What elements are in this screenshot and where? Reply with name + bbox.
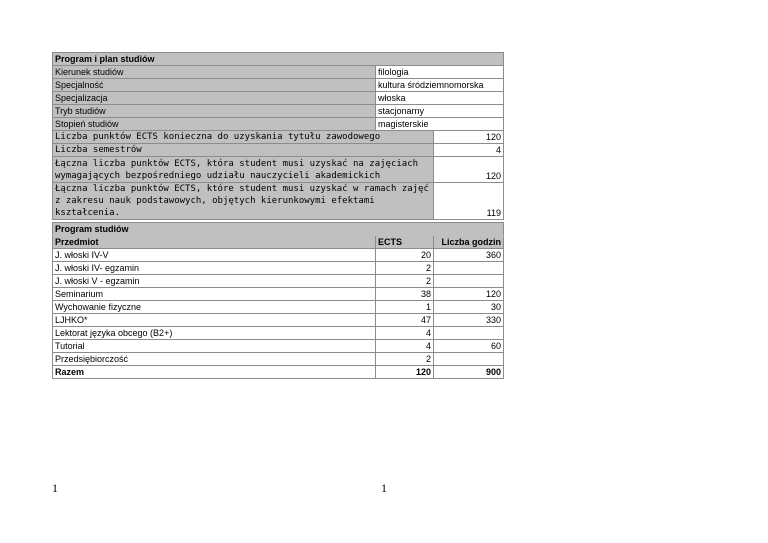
hours-column-header: Liczba godzin (434, 236, 504, 249)
plan-row (53, 92, 504, 105)
ects-cell: 4 (376, 340, 434, 353)
hours-cell (434, 353, 504, 366)
ects-cell: 2 (376, 262, 434, 275)
ects-cell: 1 (376, 301, 434, 314)
ects-row (53, 144, 504, 157)
plan-row-value: włoska (376, 92, 504, 105)
ects-row-value: 120 (434, 157, 504, 183)
ects-row (53, 131, 504, 144)
hours-cell: 60 (434, 340, 504, 353)
plan-row-label: Stopień studiów (53, 118, 376, 131)
total-hours: 900 (434, 366, 504, 379)
ects-cell: 4 (376, 327, 434, 340)
subject-cell: Seminarium (53, 288, 376, 301)
table-row (53, 301, 504, 314)
ects-row-label: Łączna liczba punktów ECTS, które student musi uzyskać w ramach zajęć z zakresu nauk podstawowych, objętych kierunkowymi efektami kształcenia. (53, 183, 434, 220)
program-plan-title: Program i plan studiów (53, 53, 504, 66)
plan-row (53, 66, 504, 79)
ects-row (53, 157, 504, 183)
hours-cell: 30 (434, 301, 504, 314)
column-header-row (53, 236, 504, 249)
hours-cell (434, 327, 504, 340)
program-studiow-title: Program studiów (53, 223, 504, 236)
table-row (53, 340, 504, 353)
hours-cell (434, 262, 504, 275)
page-number-right: 1 (381, 481, 387, 495)
ects-row (53, 183, 504, 220)
plan-row (53, 79, 504, 92)
plan-row-value: kultura śródziemnomorska (376, 79, 504, 92)
total-row (53, 366, 504, 379)
subject-cell: LJHKO* (53, 314, 376, 327)
total-label: Razem (53, 366, 376, 379)
page-number-left: 1 (52, 481, 58, 495)
table-row (53, 353, 504, 366)
ects-cell: 2 (376, 275, 434, 288)
ects-column-header: ECTS (376, 236, 434, 249)
program-plan-header-row (53, 53, 504, 66)
subject-column-header: Przedmiot (53, 236, 376, 249)
plan-row (53, 105, 504, 118)
table-row (53, 249, 504, 262)
ects-row-value: 120 (434, 131, 504, 144)
subject-cell: Tutorial (53, 340, 376, 353)
total-ects: 120 (376, 366, 434, 379)
plan-row-label: Kierunek studiów (53, 66, 376, 79)
plan-row (53, 118, 504, 131)
subject-cell: Wychowanie fizyczne (53, 301, 376, 314)
ects-row-value: 119 (434, 183, 504, 220)
table-row (53, 262, 504, 275)
table-row (53, 275, 504, 288)
plan-row-value: magisterskie (376, 118, 504, 131)
ects-row-label: Liczba semestrów (53, 144, 434, 157)
table-row (53, 288, 504, 301)
ects-cell: 2 (376, 353, 434, 366)
ects-cell: 38 (376, 288, 434, 301)
hours-cell: 360 (434, 249, 504, 262)
ects-row-label: Łączna liczba punktów ECTS, która student musi uzyskać na zajęciach wymagających bezpośredniego udziału nauczycieli akademickich (53, 157, 434, 183)
ects-row-label: Liczba punktów ECTS konieczna do uzyskania tytułu zawodowego (53, 131, 434, 144)
ects-row-value: 4 (434, 144, 504, 157)
plan-row-label: Specjalność (53, 79, 376, 92)
ects-cell: 47 (376, 314, 434, 327)
plan-row-value: filologia (376, 66, 504, 79)
program-plan-table (52, 52, 504, 220)
hours-cell (434, 275, 504, 288)
table-row (53, 314, 504, 327)
plan-row-label: Tryb studiów (53, 105, 376, 118)
hours-cell: 120 (434, 288, 504, 301)
plan-row-value: stacjonarny (376, 105, 504, 118)
table-row (53, 327, 504, 340)
ects-cell: 20 (376, 249, 434, 262)
program-studiow-table (52, 222, 504, 379)
subject-cell: Przedsiębiorczość (53, 353, 376, 366)
subject-cell: Lektorat języka obcego (B2+) (53, 327, 376, 340)
subject-cell: J. włoski V - egzamin (53, 275, 376, 288)
subject-cell: J. włoski IV- egzamin (53, 262, 376, 275)
plan-row-label: Specjalizacja (53, 92, 376, 105)
program-studiow-header-row (53, 223, 504, 236)
subject-cell: J. włoski IV-V (53, 249, 376, 262)
hours-cell: 330 (434, 314, 504, 327)
